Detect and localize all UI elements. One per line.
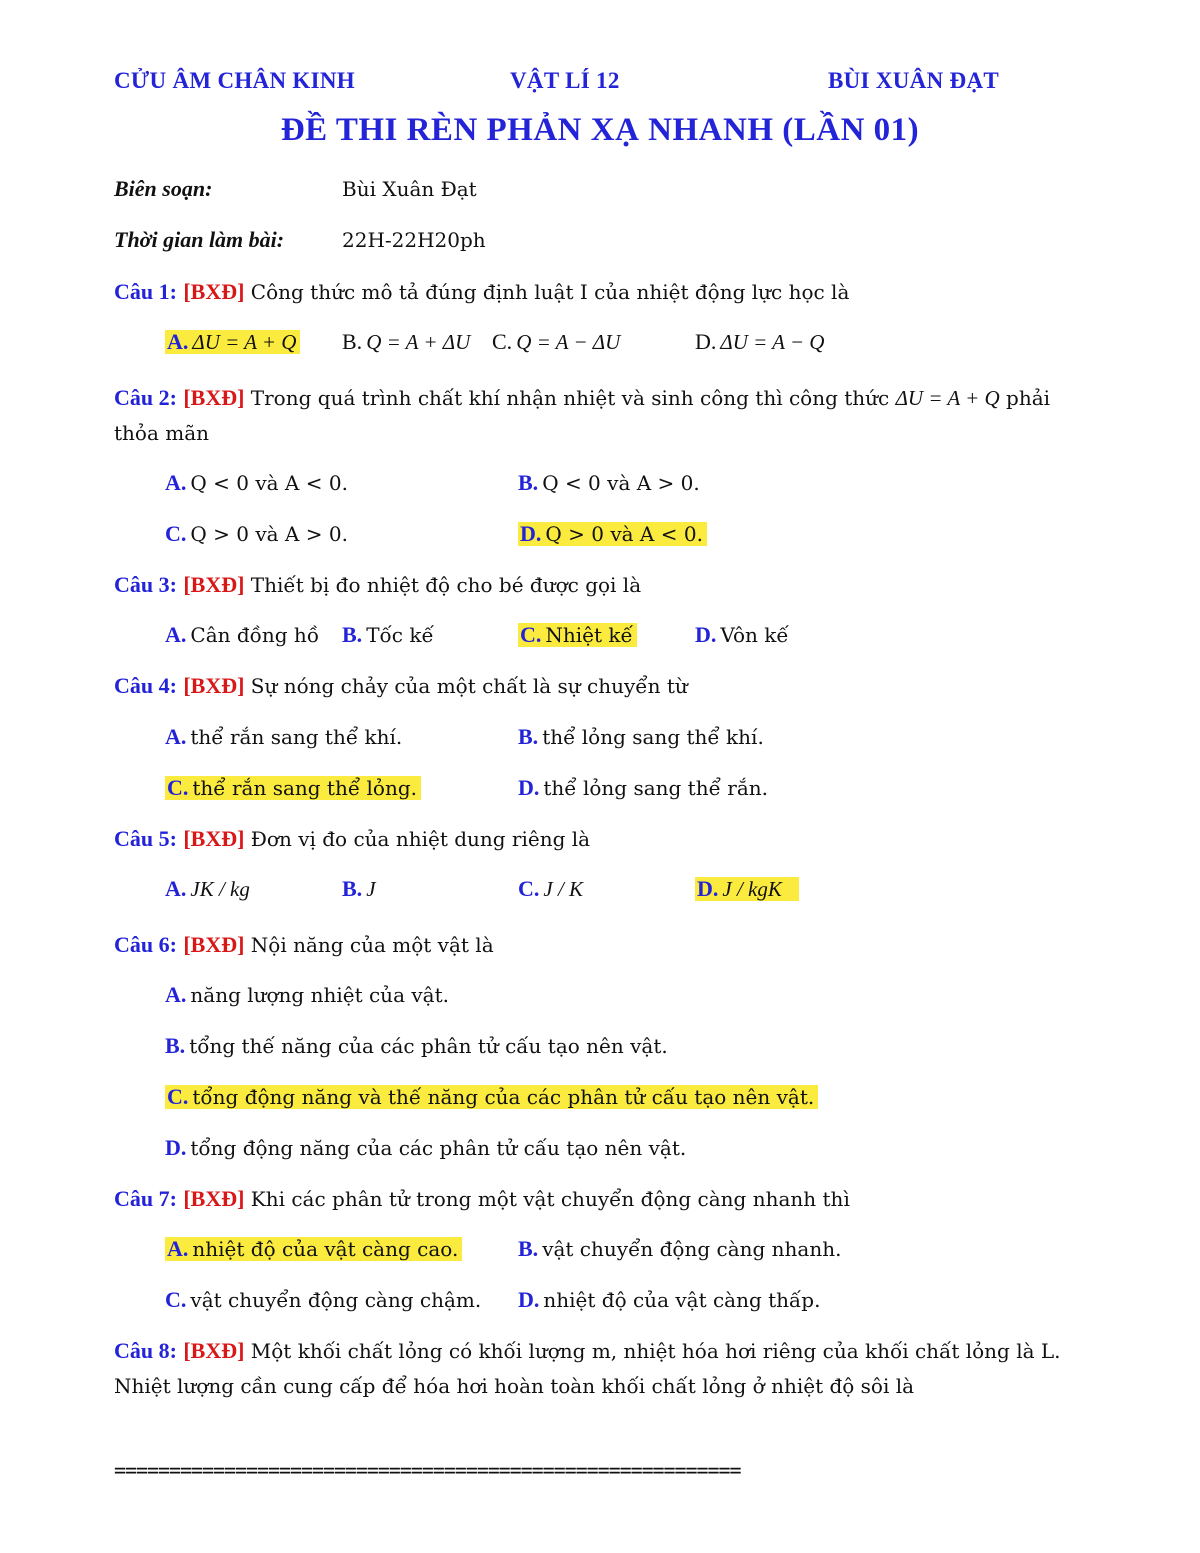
question-number: Câu 4: [114,673,177,698]
option-text: thể lỏng sang thể khí. [542,725,764,749]
option-label: A. [165,876,187,901]
option-a [165,620,319,650]
option-label: B. [342,622,363,647]
question-8 [114,1333,1074,1404]
option-label: D. [165,1135,187,1160]
question-5 [114,821,1089,857]
option-label: B. [518,1236,539,1261]
answer-highlight [695,877,799,901]
option-text: ΔU = A + Q [192,330,297,354]
question-3 [114,567,1089,603]
option-text: Vôn kế [720,623,789,647]
option-b [342,327,470,357]
question-text: Một khối chất lỏng có khối lượng m, nhiệt hóa hơi riêng của khối chất lỏng là L. Nhiệt lượng cần cung cấp để hóa hơi hoàn toàn khối chất lỏng ở nhiệt độ sôi là [114,1339,1061,1398]
question-text: Công thức mô tả đúng định luật I của nhiệt động lực học là [250,280,850,304]
option-text: Q < 0 và A > 0. [542,471,700,495]
option-text: J / K [543,877,584,901]
option-label: D. [697,876,719,901]
author-tag: [BXĐ] [183,279,245,304]
option-c [518,620,637,650]
option-text: J [366,877,376,901]
question-2 [114,380,1089,451]
author-tag: [BXĐ] [183,385,245,410]
option-b [342,874,376,904]
option-label: B. [342,329,363,354]
author-tag: [BXĐ] [183,673,245,698]
option-label: A. [165,470,187,495]
option-b [518,1234,841,1264]
option-text: năng lượng nhiệt của vật. [190,983,449,1007]
option-d [695,620,789,650]
option-label: D. [518,775,540,800]
author-tag: [BXĐ] [183,572,245,597]
option-label: B. [518,470,539,495]
option-a [165,327,300,357]
question-1 [114,274,1089,310]
option-label: D. [518,1287,540,1312]
option-d [165,1133,686,1163]
question-4 [114,668,1089,704]
question-text-end: phải thỏa mãn [114,386,1051,445]
author-tag: [BXĐ] [183,1186,245,1211]
option-b [518,468,700,498]
option-label: B. [165,1033,186,1058]
option-label: C. [165,521,187,546]
option-text: Cân đồng hồ [190,623,320,647]
option-d [518,519,707,549]
option-text: Nhiệt kế [545,623,633,647]
option-text: ΔU = A − Q [720,330,825,354]
option-label: A. [165,724,187,749]
option-label: C. [518,876,540,901]
option-text: tổng động năng của các phân tử cấu tạo nên vật. [190,1136,687,1160]
option-text: thể lỏng sang thể rắn. [543,776,768,800]
option-label: D. [695,329,717,354]
option-label: A. [165,622,187,647]
option-text: Q = A − ΔU [516,330,621,354]
question-7 [114,1181,1089,1217]
option-d [695,327,824,357]
question-6 [114,927,1089,963]
question-text: Sự nóng chảy của một chất là sự chuyển từ [250,674,688,698]
answer-highlight [165,1085,818,1109]
question-formula: ΔU = A + Q [895,386,1000,410]
option-text: J / kgK [722,877,782,901]
option-text: vật chuyển động càng chậm. [190,1288,482,1312]
separator-line: ========================================================= [114,1458,741,1482]
option-label: C. [165,1287,187,1312]
answer-highlight [165,776,421,800]
option-label: B. [518,724,539,749]
answer-highlight [518,522,707,546]
question-number: Câu 5: [114,826,177,851]
option-label: A. [167,329,189,354]
question-number: Câu 7: [114,1186,177,1211]
option-text: thể rắn sang thể lỏng. [192,776,417,800]
option-label: D. [520,521,542,546]
option-label: C. [492,329,513,354]
page-title: ĐỀ THI RÈN PHẢN XẠ NHANH (LẦN 01) [280,112,920,148]
option-b [165,1031,668,1061]
time-value: 22H-22H20ph [342,228,486,252]
question-text: Thiết bị đo nhiệt độ cho bé được gọi là [250,573,642,597]
time-label: Thời gian làm bài: [114,227,285,252]
option-text: Tốc kế [366,623,434,647]
option-label: C. [167,1084,189,1109]
author-tag: [BXĐ] [183,826,245,851]
option-text: nhiệt độ của vật càng cao. [192,1237,459,1261]
option-label: C. [167,775,189,800]
option-text: tổng động năng và thế năng của các phân tử cấu tạo nên vật. [192,1085,815,1109]
option-c [165,519,348,549]
option-text: Q > 0 và A < 0. [545,522,703,546]
option-a [165,980,449,1010]
question-text: Nội năng của một vật là [250,933,494,957]
option-label: B. [342,876,363,901]
option-a [165,1234,462,1264]
option-c [165,1285,481,1315]
question-number: Câu 3: [114,572,177,597]
question-number: Câu 2: [114,385,177,410]
option-c [165,1082,818,1112]
option-c [518,874,583,904]
option-d [695,874,799,904]
answer-highlight [165,1237,462,1261]
author-tag: [BXĐ] [183,1338,245,1363]
option-d [518,1285,820,1315]
question-number: Câu 8: [114,1338,177,1363]
option-c [492,327,620,357]
author-label: Biên soạn: [114,176,213,201]
option-label: D. [695,622,717,647]
question-text: Trong quá trình chất khí nhận nhiệt và sinh công thì công thức [250,386,890,410]
header-left: CỬU ÂM CHÂN KINH [114,68,355,93]
option-c [165,773,421,803]
option-text: tổng thế năng của các phân tử cấu tạo nên vật. [189,1034,668,1058]
option-a [165,722,402,752]
option-label: C. [520,622,542,647]
author-tag: [BXĐ] [183,932,245,957]
answer-highlight [165,330,300,354]
option-label: A. [165,982,187,1007]
header-right: BÙI XUÂN ĐẠT [828,68,1000,93]
option-d [518,773,768,803]
option-a [165,468,348,498]
option-text: Q > 0 và A > 0. [190,522,348,546]
answer-highlight [518,623,637,647]
header-center: VẬT LÍ 12 [510,68,620,93]
question-number: Câu 1: [114,279,177,304]
option-a [165,874,250,904]
author-value: Bùi Xuân Đạt [342,177,477,201]
question-number: Câu 6: [114,932,177,957]
question-text: Đơn vị đo của nhiệt dung riêng là [250,827,591,851]
option-text: vật chuyển động càng nhanh. [542,1237,842,1261]
option-label: A. [167,1236,189,1261]
option-b [342,620,434,650]
option-text: nhiệt độ của vật càng thấp. [543,1288,821,1312]
question-text: Khi các phân tử trong một vật chuyển động càng nhanh thì [250,1187,850,1211]
option-text: JK / kg [190,877,250,901]
option-text: thể rắn sang thể khí. [190,725,403,749]
option-b [518,722,764,752]
option-text: Q < 0 và A < 0. [190,471,348,495]
option-text: Q = A + ΔU [366,330,471,354]
